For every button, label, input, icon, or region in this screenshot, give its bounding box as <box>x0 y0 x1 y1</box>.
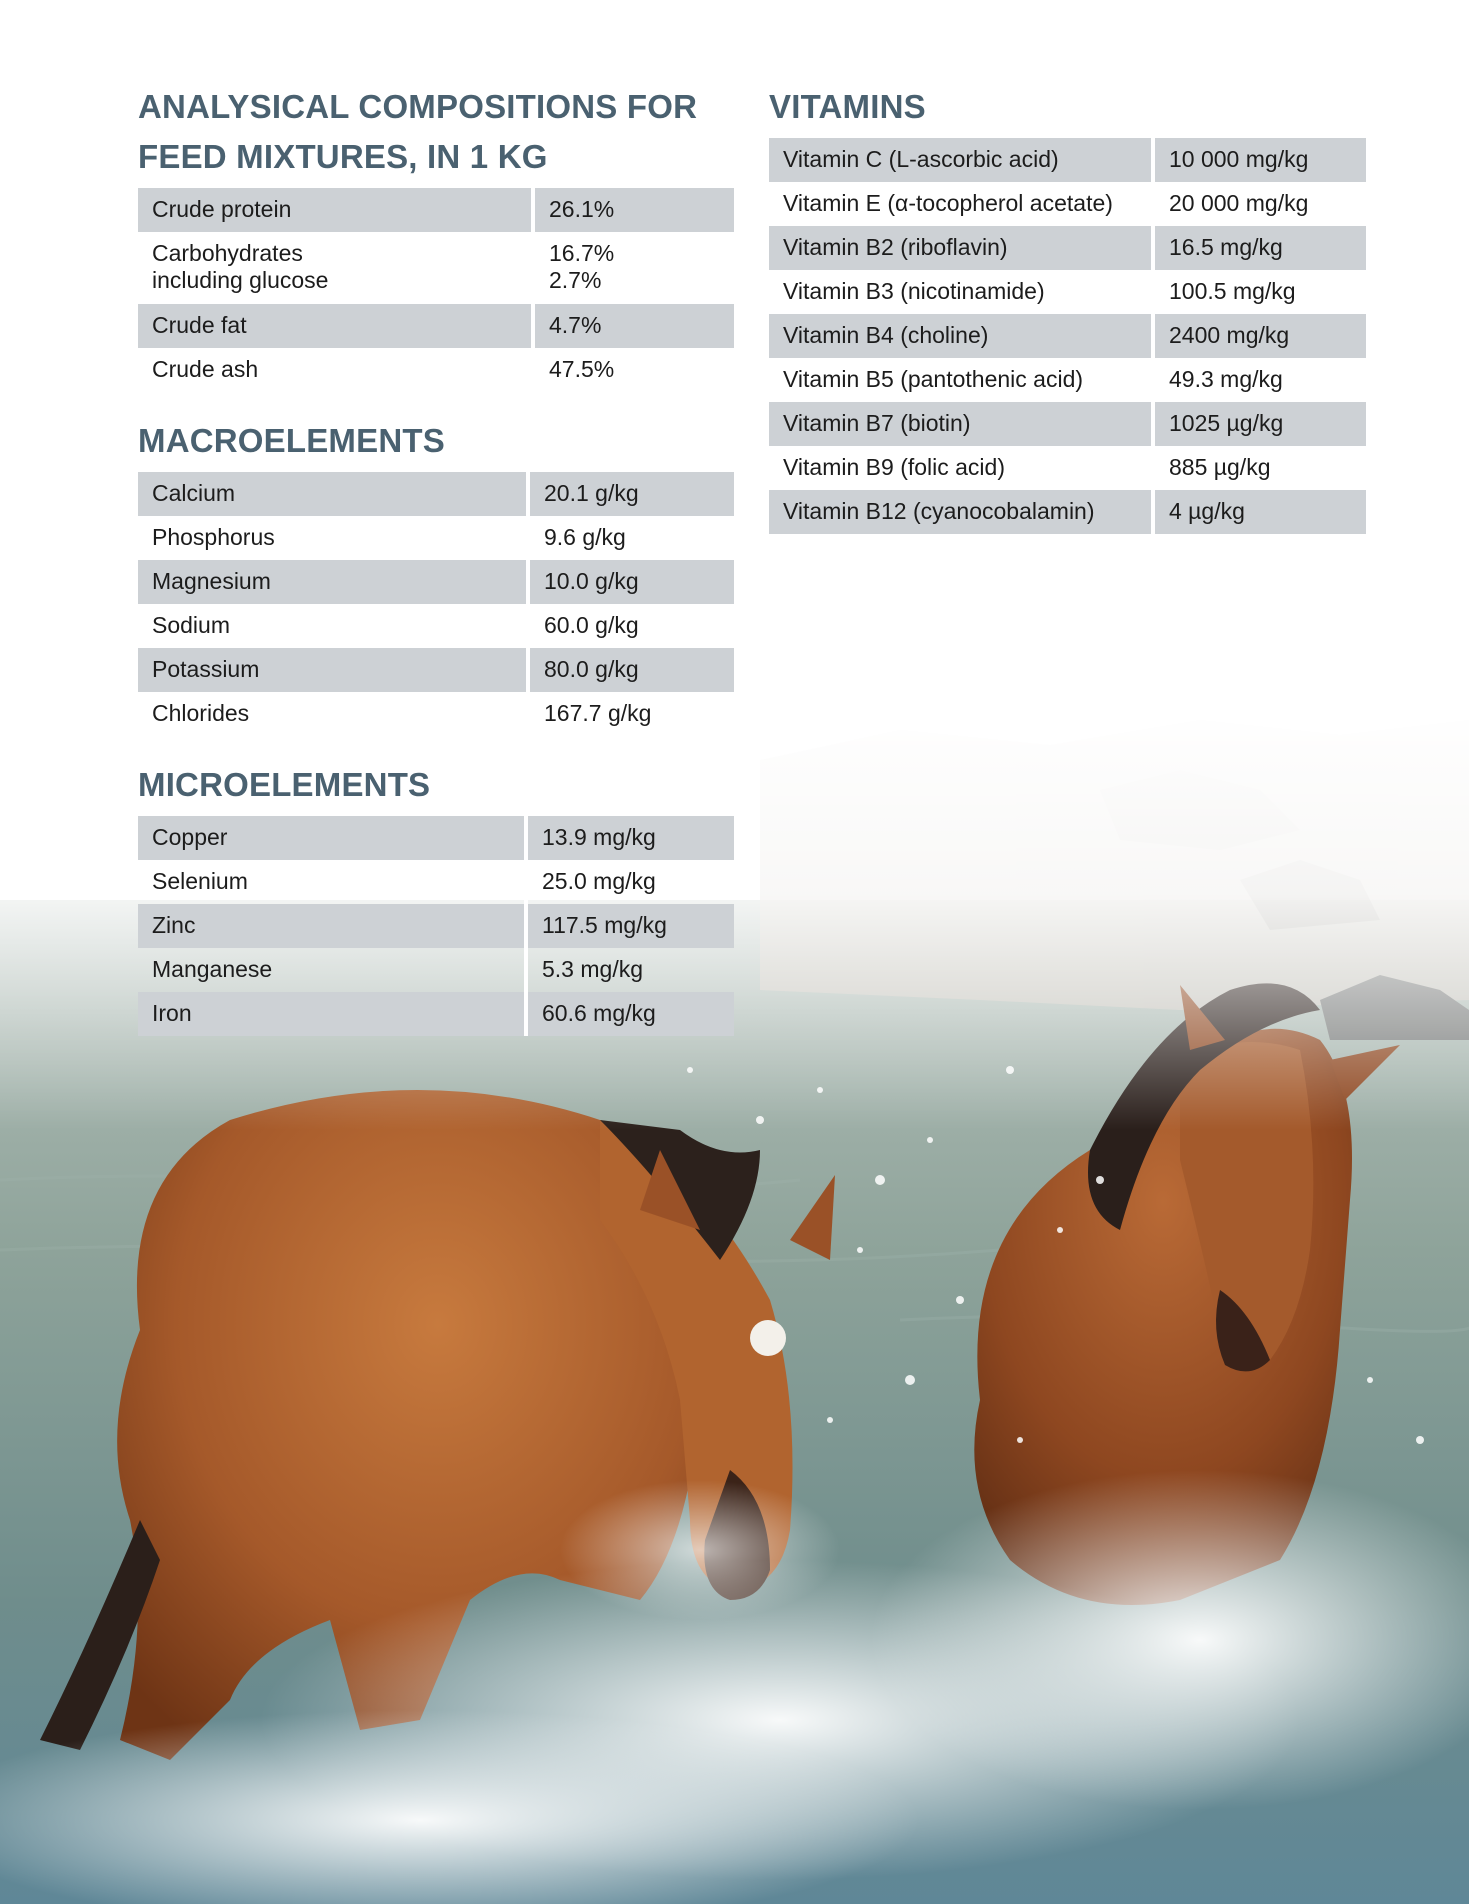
table-row <box>138 304 734 348</box>
vitamins-table <box>769 138 1366 534</box>
microelements-title: MICROELEMENTS <box>138 766 431 803</box>
right-column <box>769 82 1366 534</box>
macroelements-section <box>138 416 734 736</box>
row-value: 60.6 mg/kg <box>528 992 734 1036</box>
row-value: 60.0 g/kg <box>544 612 639 638</box>
row-name: Iron <box>138 992 528 1036</box>
row-value: 885 µg/kg <box>1169 454 1271 480</box>
table-row <box>769 446 1366 490</box>
table-row <box>138 348 734 392</box>
row-name: Carbohydrates including glucose <box>138 232 535 304</box>
row-value: 4 µg/kg <box>1155 490 1366 534</box>
row-name: Vitamin B7 (biotin) <box>769 402 1155 446</box>
row-name: Vitamin B3 (nicotinamide) <box>769 270 1155 314</box>
table-row <box>138 860 734 904</box>
table-row <box>138 816 734 860</box>
row-name: Magnesium <box>138 560 530 604</box>
vitamins-title: VITAMINS <box>769 88 926 125</box>
table-row <box>769 490 1366 534</box>
table-row <box>769 270 1366 314</box>
row-name: Crude protein <box>138 188 535 232</box>
row-name: Crude ash <box>138 348 535 392</box>
row-value: 80.0 g/kg <box>530 648 734 692</box>
row-value: 117.5 mg/kg <box>528 904 734 948</box>
row-name: Vitamin B12 (cyanocobalamin) <box>769 490 1155 534</box>
row-value: 10 000 mg/kg <box>1155 138 1366 182</box>
row-value: 2400 mg/kg <box>1155 314 1366 358</box>
row-value: 167.7 g/kg <box>544 700 652 726</box>
row-value: 47.5% <box>549 356 615 382</box>
row-name: Vitamin C (L-ascorbic acid) <box>769 138 1155 182</box>
table-row <box>769 402 1366 446</box>
table-row <box>138 516 734 560</box>
table-row <box>138 472 734 516</box>
table-row <box>138 904 734 948</box>
table-row <box>769 138 1366 182</box>
row-value: 20.1 g/kg <box>530 472 734 516</box>
row-name: Selenium <box>138 860 528 904</box>
row-value: 26.1% <box>535 188 734 232</box>
left-column <box>138 82 734 1036</box>
composition-section <box>138 82 734 392</box>
row-value: 9.6 g/kg <box>544 524 626 550</box>
row-value: 13.9 mg/kg <box>528 816 734 860</box>
table-row <box>138 992 734 1036</box>
table-row <box>769 314 1366 358</box>
row-name: Potassium <box>138 648 530 692</box>
row-value: 5.3 mg/kg <box>542 956 643 982</box>
composition-title: ANALYSICAL COMPOSITIONS FOR FEED MIXTURES, IN 1 KG <box>138 88 698 175</box>
table-row <box>138 560 734 604</box>
row-name: Chlorides <box>138 692 530 736</box>
row-value: 10.0 g/kg <box>530 560 734 604</box>
row-value: 25.0 mg/kg <box>542 868 656 894</box>
row-name: Copper <box>138 816 528 860</box>
row-name: Vitamin B4 (choline) <box>769 314 1155 358</box>
table-row <box>138 232 734 304</box>
macroelements-title: MACROELEMENTS <box>138 422 445 459</box>
table-row <box>138 188 734 232</box>
row-name: Vitamin B5 (pantothenic acid) <box>769 358 1155 402</box>
row-value: 4.7% <box>535 304 734 348</box>
vitamins-section <box>769 82 1366 534</box>
composition-table <box>138 188 734 392</box>
table-row <box>138 948 734 992</box>
row-value: 1025 µg/kg <box>1155 402 1366 446</box>
table-row <box>138 648 734 692</box>
row-name: Phosphorus <box>138 516 530 560</box>
row-value: 20 000 mg/kg <box>1169 190 1309 216</box>
table-row <box>138 604 734 648</box>
row-value: 100.5 mg/kg <box>1169 278 1296 304</box>
macroelements-table <box>138 472 734 736</box>
row-name: Zinc <box>138 904 528 948</box>
row-name: Vitamin B9 (folic acid) <box>769 446 1155 490</box>
row-name: Manganese <box>138 948 528 992</box>
row-name: Vitamin B2 (riboflavin) <box>769 226 1155 270</box>
row-name: Sodium <box>138 604 530 648</box>
row-value: 16.7% 2.7% <box>549 240 615 293</box>
row-value: 49.3 mg/kg <box>1169 366 1283 392</box>
table-row <box>769 358 1366 402</box>
microelements-section <box>138 760 734 1036</box>
row-name: Vitamin E (α-tocopherol acetate) <box>769 182 1155 226</box>
row-name: Crude fat <box>138 304 535 348</box>
table-row <box>769 182 1366 226</box>
table-row <box>769 226 1366 270</box>
row-value: 16.5 mg/kg <box>1155 226 1366 270</box>
microelements-table <box>138 816 734 1036</box>
table-row <box>138 692 734 736</box>
row-name: Calcium <box>138 472 530 516</box>
